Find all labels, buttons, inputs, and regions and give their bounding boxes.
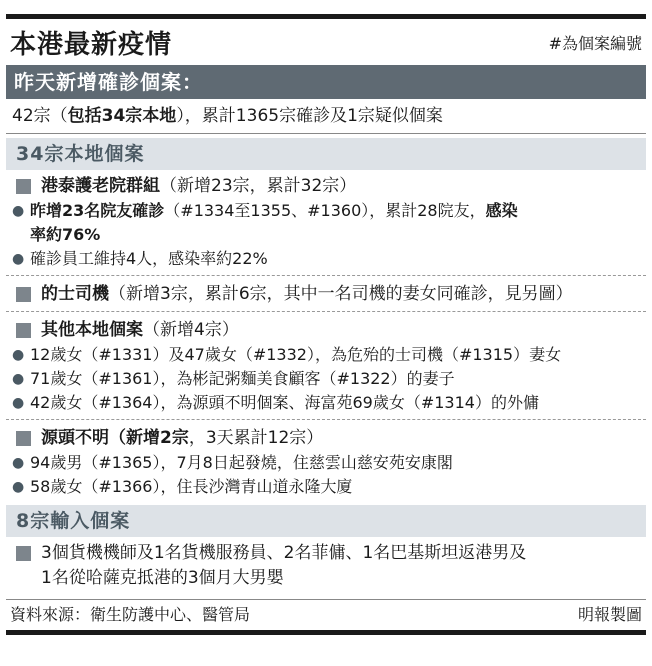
- group-detail: （新增3宗，累計6宗，其中一名司機的妻女同確診，見另圖）: [109, 284, 573, 304]
- case-number-note: #為個案編號: [548, 33, 642, 53]
- list-item: ● 昨增23名院友確診（#1334至1355、#1360），累計28院友，感染 率約76%: [10, 199, 642, 247]
- yesterday-new-cases-heading: 昨天新增確診個案：: [6, 65, 646, 99]
- bullet-dot-icon: ●: [12, 395, 25, 411]
- list-item: ● 確診員工維持4人，感染率約22%: [10, 247, 642, 271]
- data-source: 資料來源：衛生防護中心、醫管局: [10, 605, 251, 624]
- imported-line-2: 1名從哈薩克抵港的3個月大男嬰: [41, 568, 284, 588]
- square-bullet-icon: [16, 179, 31, 194]
- group-name: 的士司機: [41, 284, 109, 304]
- list-item: ● 94歲男（#1365），7月8日起發燒，住慈雲山慈安苑安康閣: [10, 451, 642, 475]
- credit: 明報製圖: [577, 605, 642, 624]
- bullet-dot-icon: ●: [12, 455, 25, 471]
- dashed-divider: [6, 419, 646, 420]
- imported-cases-heading: 8宗輸入個案: [6, 505, 646, 537]
- square-bullet-icon: [16, 431, 31, 446]
- bullet-dot-icon: ●: [12, 347, 25, 363]
- group-imported: [6, 537, 646, 593]
- group-detail: （新增4宗）: [143, 320, 239, 340]
- group-other-local: [6, 314, 646, 417]
- bullet-dot-icon: ●: [12, 251, 25, 267]
- square-bullet-icon: [16, 287, 31, 302]
- infographic: [6, 14, 646, 666]
- group-detail: ，3天累計12宗）: [188, 428, 324, 448]
- bullet-dot-icon: ●: [12, 203, 25, 219]
- group-unknown-source: 源頭不明 （新增2宗 ，3天累計12宗） ● 94歲男（#1365），7月8日起發燒，住慈雲山慈安苑安康閣 ● 58歲女（#1366），住長沙灣青山道永隆大廈: [6, 422, 646, 501]
- yesterday-summary: 42宗（包括34宗本地），累計1365宗確診及1宗疑似個案: [6, 99, 646, 134]
- list-item: ● 58歲女（#1366），住長沙灣青山道永隆大廈: [10, 475, 642, 499]
- dashed-divider: [6, 311, 646, 312]
- bottom-rule: [6, 630, 646, 635]
- page-title: 本港最新疫情: [10, 29, 173, 60]
- bullet-dot-icon: ●: [12, 371, 25, 387]
- group-taxi-drivers: [6, 278, 646, 309]
- square-bullet-icon: [16, 323, 31, 338]
- footer: [6, 600, 646, 630]
- list-item: ● 42歲女（#1364），為源頭不明個案、海富苑69歲女（#1314）的外傭: [10, 391, 642, 415]
- imported-line-1: 3個貨機機師及1名貨機服務員、2名菲傭、1名巴基斯坦返港男及: [41, 543, 527, 563]
- group-detail: （新增23宗，累計32宗）: [160, 176, 357, 196]
- square-bullet-icon: [16, 546, 31, 561]
- title-row: [6, 19, 646, 65]
- group-care-home: [6, 170, 646, 273]
- group-name: 港泰護老院群組: [41, 176, 160, 196]
- dashed-divider: [6, 275, 646, 276]
- list-item: ● 12歲女（#1331）及47歲女（#1332），為危殆的士司機（#1315）妻女: [10, 343, 642, 367]
- list-item: ● 71歲女（#1361），為彬記粥麵美食顧客（#1322）的妻子: [10, 367, 642, 391]
- group-name: 其他本地個案: [41, 320, 143, 340]
- local-cases-heading: 34宗本地個案: [6, 138, 646, 170]
- group-name: 源頭不明: [41, 428, 109, 448]
- bullet-dot-icon: ●: [12, 479, 25, 495]
